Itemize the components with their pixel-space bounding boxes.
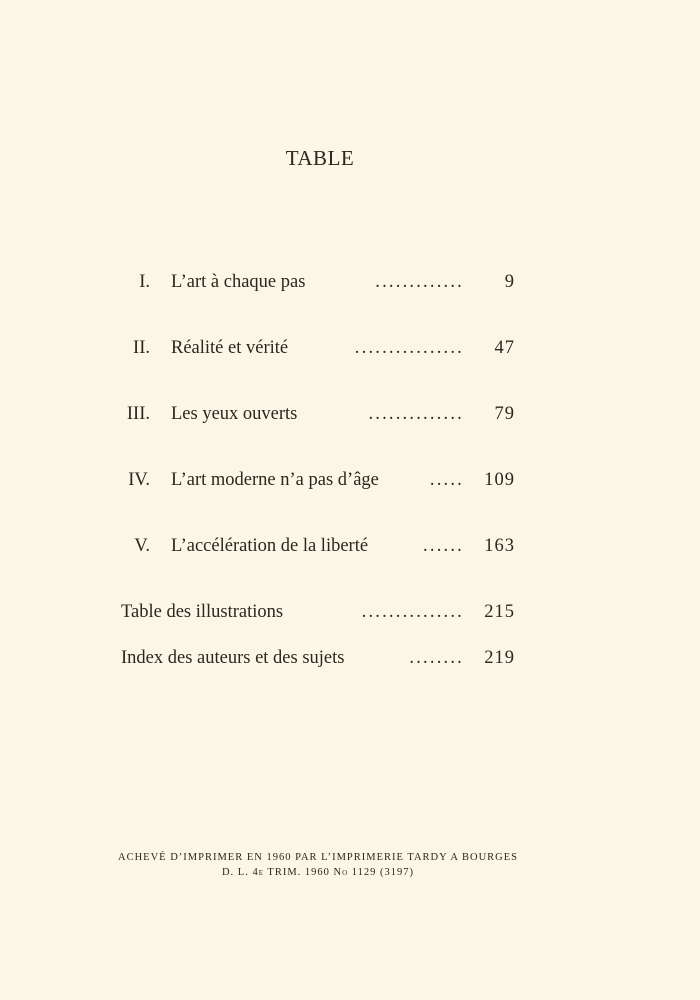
chapter-number: III.	[126, 404, 150, 424]
chapter-title: Réalité et vérité	[171, 338, 289, 358]
toc-entry	[0, 470, 700, 498]
toc-entry	[0, 602, 700, 630]
dot-leader: .............	[375, 272, 464, 292]
toc-entry	[0, 338, 700, 366]
chapter-number: IV.	[128, 470, 150, 490]
chapter-title: Les yeux ouverts	[171, 404, 298, 424]
chapter-number: I.	[139, 272, 150, 292]
colophon-line: D. L. 4e TRIM. 1960 No 1129 (3197)	[221, 867, 415, 878]
page-number: 79	[494, 404, 515, 424]
chapter-title: L’art moderne n’a pas d’âge	[171, 470, 379, 490]
dot-leader: ................	[354, 338, 464, 358]
section-title: Index des auteurs et des sujets	[121, 648, 345, 668]
chapter-number: V.	[134, 536, 150, 556]
dot-leader: .....	[429, 470, 464, 490]
page-number: 219	[484, 648, 515, 668]
toc-entry	[0, 272, 700, 300]
dot-leader: ...............	[361, 602, 464, 622]
toc-entry	[0, 648, 700, 676]
toc-entry	[0, 404, 700, 432]
page-number: 109	[484, 470, 515, 490]
page-number: 9	[504, 272, 515, 292]
dot-leader: ..............	[368, 404, 464, 424]
toc-entry	[0, 536, 700, 564]
section-title: Table des illustrations	[121, 602, 284, 622]
page-number: 47	[494, 338, 515, 358]
chapter-number: II.	[133, 338, 150, 358]
page-title: TABLE	[285, 146, 355, 170]
dot-leader: ........	[409, 648, 464, 668]
chapter-title: L’accélération de la liberté	[171, 536, 369, 556]
dot-leader: ......	[423, 536, 464, 556]
page-number: 215	[484, 602, 515, 622]
chapter-title: L’art à chaque pas	[171, 272, 306, 292]
colophon-line: ACHEVÉ D’IMPRIMER EN 1960 PAR L’IMPRIMERIE TARDY A BOURGES	[117, 852, 518, 863]
page-number: 163	[484, 536, 515, 556]
